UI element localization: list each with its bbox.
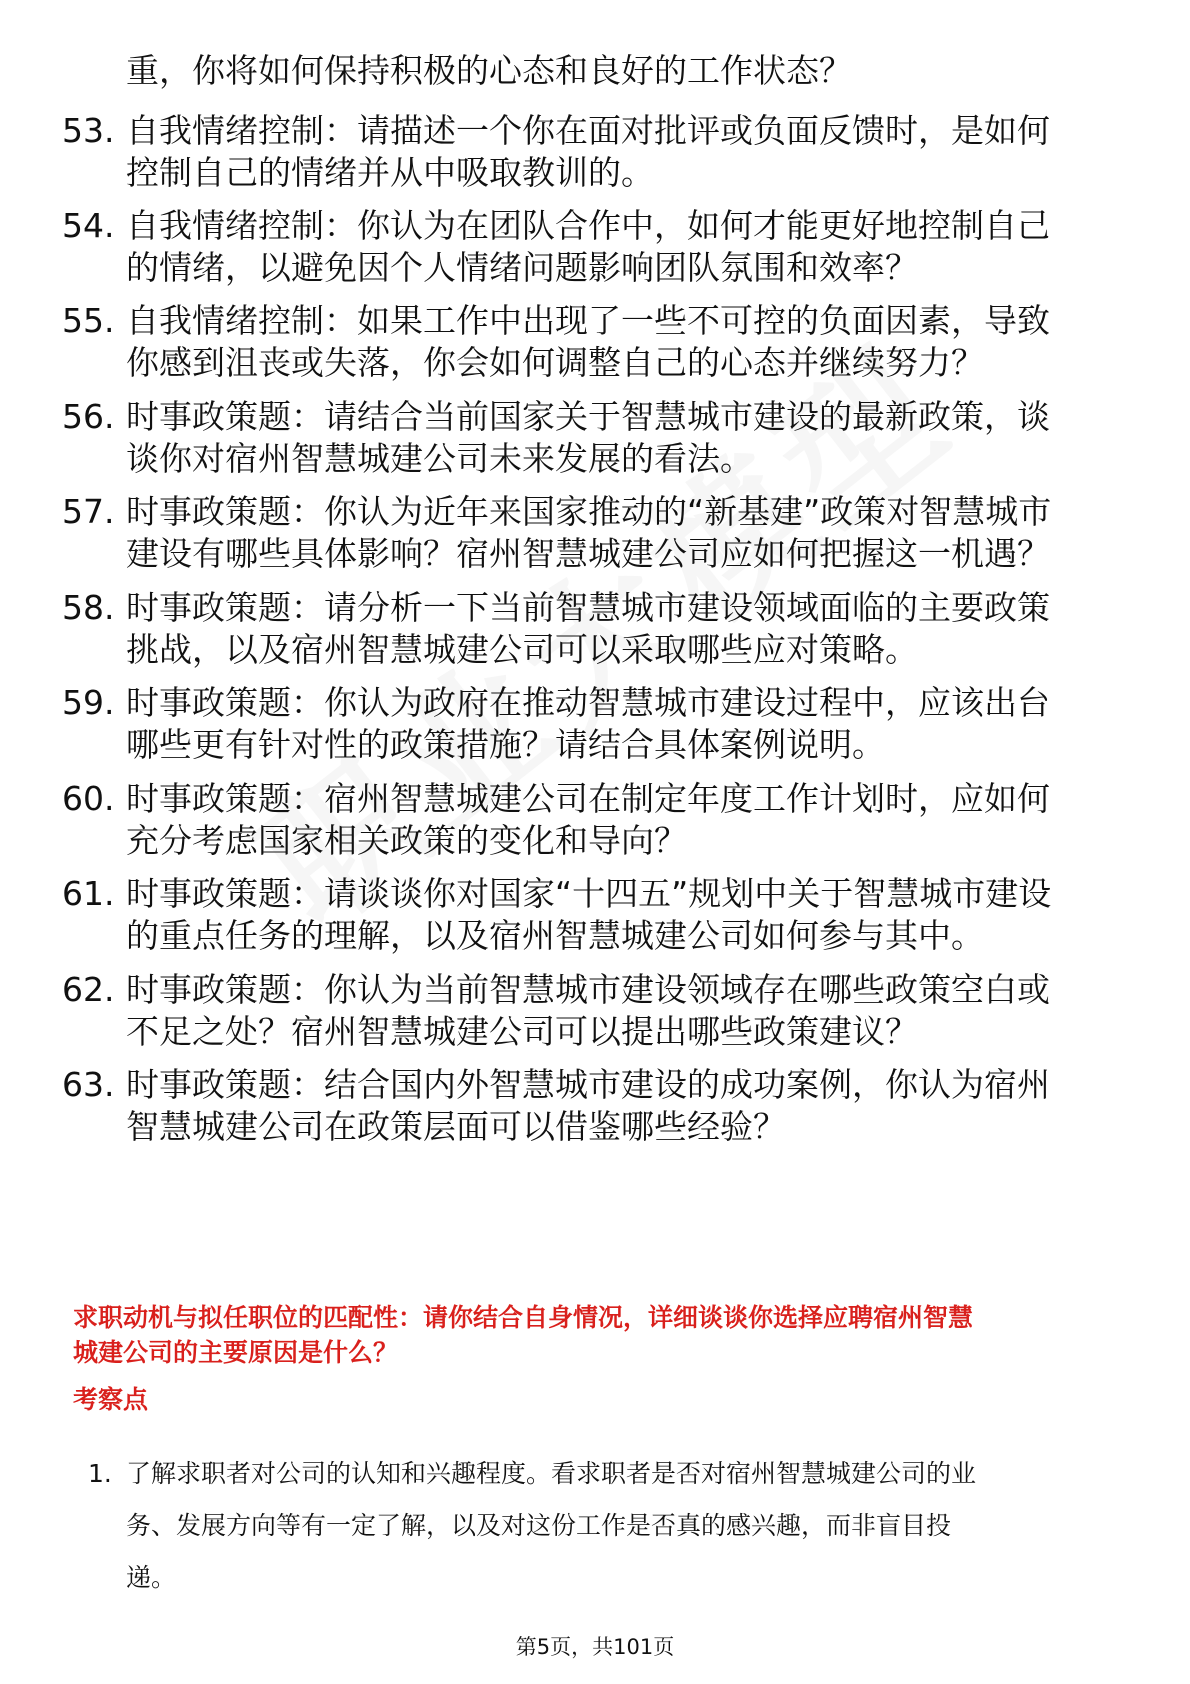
question-line: 时事政策题：宿州智慧城建公司在制定年度工作计划时，应如何 xyxy=(126,779,1050,818)
question-line: 你感到沮丧或失落，你会如何调整自己的心态并继续努力？ xyxy=(126,343,984,382)
point-line: 了解求职者对公司的认知和兴趣程度。看求职者是否对宿州智慧城建公司的业 xyxy=(126,1459,977,1488)
question-number: 63. xyxy=(62,1065,115,1104)
question-number: 59. xyxy=(62,683,115,722)
sub-heading: 考察点 xyxy=(73,1385,149,1414)
question-number: 57. xyxy=(62,492,115,531)
question-text xyxy=(126,682,1126,766)
question-line: 哪些更有针对性的政策措施？请结合具体案例说明。 xyxy=(126,725,885,764)
question-line: 时事政策题：请结合当前国家关于智慧城市建设的最新政策，谈 xyxy=(126,397,1050,436)
question-number: 58. xyxy=(62,588,115,627)
question-line: 时事政策题：结合国内外智慧城市建设的成功案例，你认为宿州 xyxy=(126,1065,1050,1104)
question-line: 挑战，以及宿州智慧城建公司可以采取哪些应对策略。 xyxy=(126,630,918,669)
question-line: 的重点任务的理解，以及宿州智慧城建公司如何参与其中。 xyxy=(126,916,984,955)
question-line: 时事政策题：请分析一下当前智慧城市建设领域面临的主要政策 xyxy=(126,588,1050,627)
question-text xyxy=(126,1064,1126,1148)
question-text xyxy=(126,491,1126,575)
question-line: 控制自己的情绪并从中吸取教训的。 xyxy=(126,153,654,192)
question-number: 60. xyxy=(62,779,115,818)
question-text xyxy=(126,396,1126,480)
section-heading-line: 求职动机与拟任职位的匹配性：请你结合自身情况，详细谈谈你选择应聘宿州智慧 xyxy=(73,1303,974,1332)
question-line: 自我情绪控制：请描述一个你在面对批评或负面反馈时，是如何 xyxy=(126,111,1050,150)
question-text xyxy=(126,873,1126,957)
page-footer: 第5页，共101页 xyxy=(515,1635,675,1659)
point-number: 1. xyxy=(88,1459,112,1488)
point-line: 务、发展方向等有一定了解，以及对这份工作是否真的感兴趣，而非盲目投 xyxy=(126,1511,952,1540)
question-text xyxy=(126,205,1126,289)
question-line: 的情绪，以避免因个人情绪问题影响团队氛围和效率？ xyxy=(126,248,918,287)
question-line: 时事政策题：你认为近年来国家推动的“新基建”政策对智慧城市 xyxy=(126,492,1052,531)
question-line: 时事政策题：请谈谈你对国家“十四五”规划中关于智慧城市建设 xyxy=(126,874,1052,913)
question-text xyxy=(126,300,1126,384)
section-heading-line: 城建公司的主要原因是什么？ xyxy=(73,1338,399,1367)
question-number: 55. xyxy=(62,301,115,340)
question-line: 时事政策题：你认为政府在推动智慧城市建设过程中，应该出台 xyxy=(126,683,1050,722)
question-line: 谈你对宿州智慧城建公司未来发展的看法。 xyxy=(126,439,753,478)
question-text xyxy=(126,50,1126,92)
question-line: 自我情绪控制：你认为在团队合作中，如何才能更好地控制自己 xyxy=(126,206,1050,245)
question-line: 智慧城建公司在政策层面可以借鉴哪些经验？ xyxy=(126,1107,786,1146)
question-number: 53. xyxy=(62,111,115,150)
question-text xyxy=(126,778,1126,862)
point-text xyxy=(126,1448,1126,1604)
question-number: 61. xyxy=(62,874,115,913)
question-line: 自我情绪控制：如果工作中出现了一些不可控的负面因素，导致 xyxy=(126,301,1050,340)
point-line: 递。 xyxy=(126,1563,177,1592)
question-line: 建设有哪些具体影响？宿州智慧城建公司应如何把握这一机遇？ xyxy=(126,534,1050,573)
question-number: 62. xyxy=(62,970,115,1009)
question-line: 时事政策题：你认为当前智慧城市建设领域存在哪些政策空白或 xyxy=(126,970,1050,1009)
section-heading xyxy=(73,1300,1123,1370)
question-line: 充分考虑国家相关政策的变化和导向？ xyxy=(126,821,687,860)
question-line: 重，你将如何保持积极的心态和良好的工作状态？ xyxy=(126,51,852,90)
question-line: 不足之处？宿州智慧城建公司可以提出哪些政策建议？ xyxy=(126,1012,918,1051)
question-text xyxy=(126,969,1126,1053)
question-text xyxy=(126,110,1126,194)
question-number: 56. xyxy=(62,397,115,436)
question-number: 54. xyxy=(62,206,115,245)
question-text xyxy=(126,587,1126,671)
